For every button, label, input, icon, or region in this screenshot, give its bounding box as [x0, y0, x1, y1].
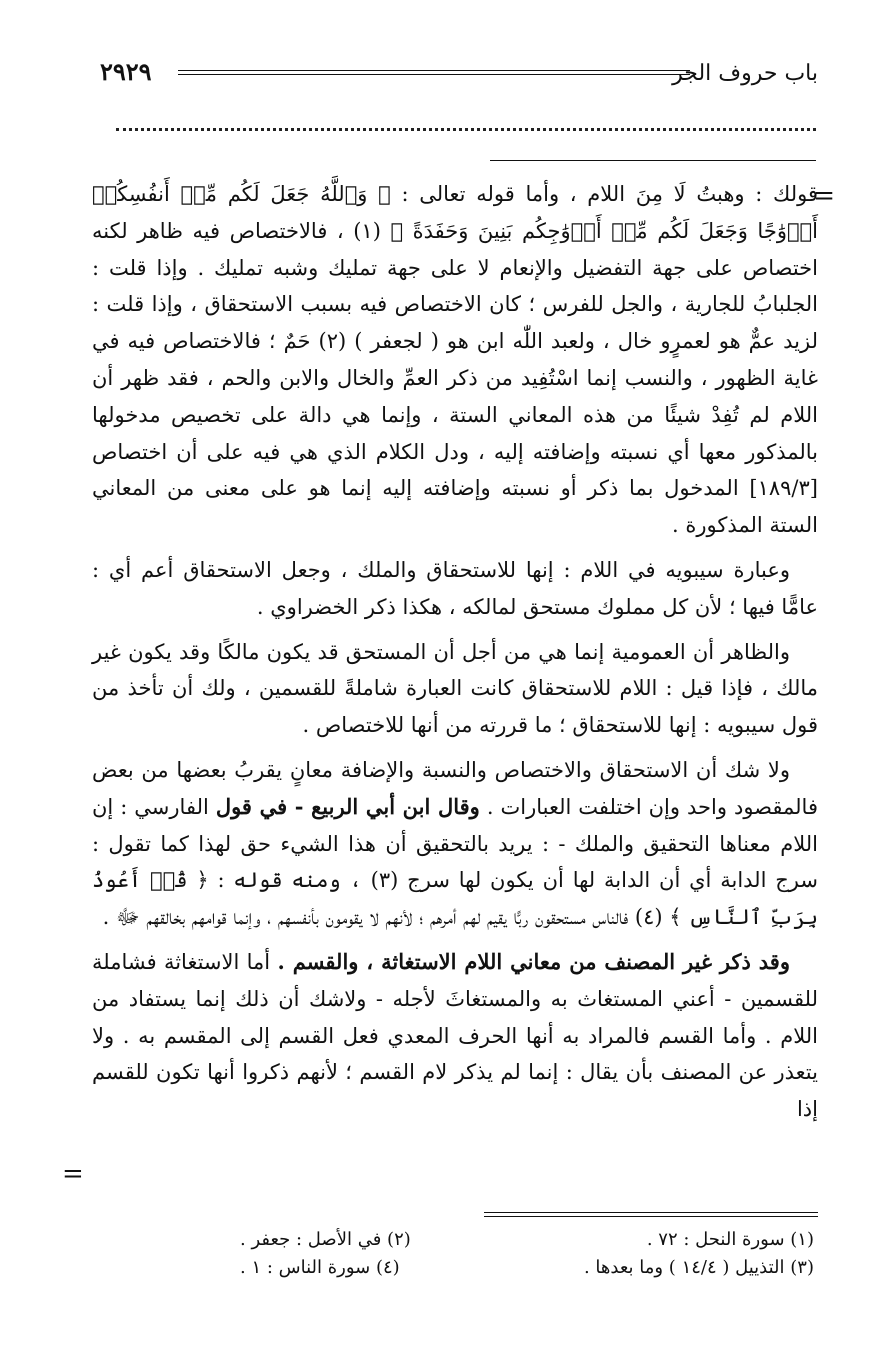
header-rule: [178, 70, 690, 75]
footnote-2: (٢) في الأصل : جعفر .: [240, 1229, 411, 1250]
paragraph-5: [92, 944, 818, 1128]
page-header: [100, 58, 818, 98]
dotted-separator: [116, 128, 816, 131]
paragraph-5-text: أما الاستغاثة فشاملة للقسمين - أعني المستغاث به والمستغاثَ لأجله - ولاشك أن ذلك إنما يستفاد من اللام . وأما القسم فالمراد به أنها الحرف المعدي فعل القسم إلى المقسم به . ولا يتعذر عن المصنف بأن يقال : إنما لم يذكر لام القسم ؛ لأنهم ذكروا أنها تكون للقسم إذا: [92, 949, 818, 1122]
paragraph-4-text-b: الفارسي : إن اللام معناها التحقيق والملك - : يريد بالتحقيق أن هذا الشيء حق لهذا كما تقول : سرج الدابة أي أن الدابة لها أن يكون لها سرج (٣) ، ومنه قوله : ﴿ قُلۡ أَعُوذُ بِرَبِّ ٱلنَّاسِ ﴾ (٤) فالناس مستحقون ربًّا يقيم لهم أمرهم ؛ لأنهم لا يقومون بأنفسهم ، وإنما قوامهم بخالقهم ﷻ .: [92, 794, 818, 930]
paragraph-4-bold: وقال ابن أبي الربيع - في قول: [215, 793, 480, 819]
chapter-title: باب حروف الجر: [672, 61, 818, 86]
continuation-mark-top: =: [813, 181, 835, 211]
paragraph-2: وعبارة سيبويه في اللام : إنها للاستحقاق والملك ، وجعل الاستحقاق أعم أي : عامًّا فيها ؛ لأن كل مملوك مستحق لمالكه ، هكذا ذكر الخضراوي .: [92, 557, 818, 619]
page-number: ٢٩٢٩: [100, 57, 152, 86]
continuation-mark-bottom: =: [62, 1159, 84, 1189]
top-separator-rule: [490, 160, 816, 161]
footnote-row: [240, 1254, 814, 1282]
paragraph-5-bold: وقد ذكر غير المصنف من معاني اللام الاستغاثة ، والقسم .: [277, 948, 790, 974]
paragraph-4-text-a: ولا شك أن الاستحقاق والاختصاص والنسبة والإضافة معانٍ يقربُ بعضها من بعض فالمقصود واحد وإن اختلفت العبارات .: [92, 757, 818, 819]
page-body: [92, 176, 818, 1136]
footnote-3: (٣) التذييل ( ١٤/٤ ) وما بعدها .: [583, 1257, 814, 1278]
paragraph-1: قولك : وهبتُ لَا مِنَ اللام ، وأما قوله تعالى : ﴿ وَٱللَّهُ جَعَلَ لَكُم مِّنۡ أَنفُسِكُمۡ أَزۡوَٰجًا وَجَعَلَ لَكُم مِّنۡ أَزۡوَٰجِكُم بَنِينَ وَحَفَدَةً ﴾ (١) ، فالاختصاص فيه ظاهر لكنه اختصاص على جهة التفضيل والإنعام لا على جهة تمليك وشبه تمليك . وإذا قلت : الجلبابُ للجارية ، والجل للفرس ؛ كان الاختصاص فيه بسبب الاستحقاق ، وإذا قلت : لزيد عمٌّ هو لعمرٍو خال ، ولعبد اللّٰه ابن هو ( لجعفر ) (٢) حَمٌ ؛ فالاختصاص فيه في غاية الظهور ، والنسب إنما اسْتُفِيد من ذكر العمِّ والخال والابن والحم ، فقد ظهر أن اللام لم تُفِدْ شيئًا من هذه المعاني الستة ، وإنما هي دالة على تخصيص مدخولها بالمذكور معها أي نسبته وإضافته إليه ، ودل الكلام الذي هي فيه على أن اختصاص [١٨٩/٣] المدخول بما ذكر أو نسبته وإضافته إليه إنما هو على معنى من المعاني الستة المذكورة .: [92, 182, 819, 538]
paragraph-4: [92, 752, 818, 936]
footnote-rule: [484, 1212, 818, 1217]
footnote-4: (٤) سورة الناس : ١ .: [240, 1257, 400, 1278]
footnote-row: [240, 1226, 814, 1254]
footnotes: [240, 1226, 814, 1282]
paragraph-3: والظاهر أن العمومية إنما هي من أجل أن المستحق قد يكون مالكًا وقد يكون غير مالك ، فإذا قيل : اللام للاستحقاق كانت العبارة شاملةً للقسمين ، ولك أن تأخذ من قول سيبويه : إنها للاستحقاق ؛ ما قررته من أنها للاختصاص .: [92, 639, 818, 738]
footnote-1: (١) سورة النحل : ٧٢ .: [646, 1229, 814, 1250]
